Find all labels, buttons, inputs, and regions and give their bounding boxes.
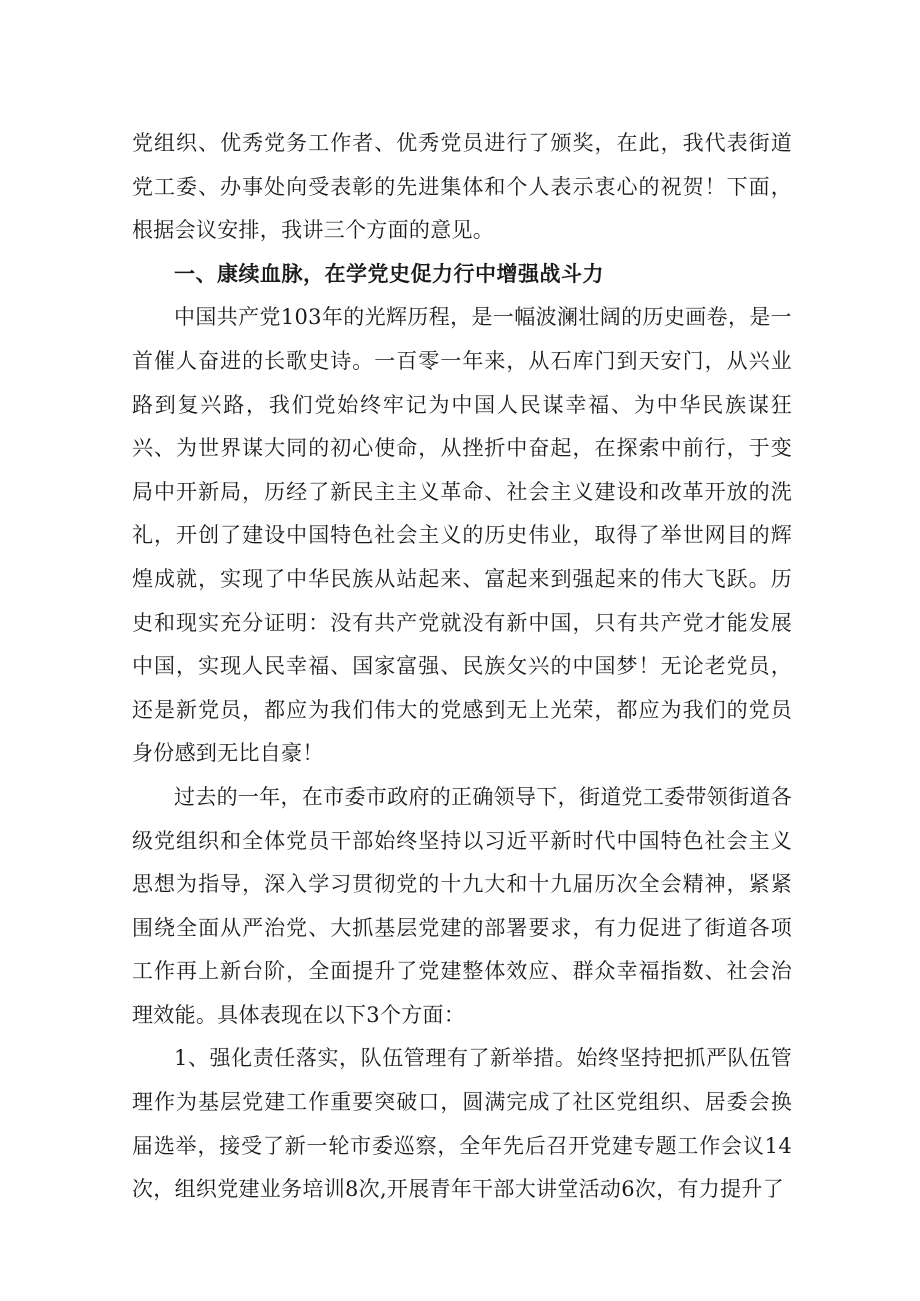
section-heading: 一、康续血脉，在学党史促力行中增强战斗力 [174, 261, 604, 286]
paragraph-point-1: 1、强化责任落实，队伍管理有了新举措。始终坚持把抓严队伍管理作为基层党建工作重要突破口，圆满完成了社区党组织、居委会换届选举，接受了新一轮市委巡察，全年先后召开党建专题工作会议14次，组织党建业务培训8次,开展青年干部大讲堂活动6次，有力提升了 [132, 1046, 792, 1202]
document-body [132, 122, 792, 1212]
paragraph-past-year: 过去的一年，在市委市政府的正确领导下，街道党工委带领街道各级党组织和全体党员干部始终坚持以习近平新时代中国特色社会主义思想为指导，深入学习贯彻党的十九大和十九届历次全会精神，紧紧围绕全面从严治党、大抓基层党建的部署要求，有力促进了街道各项工作再上新台阶，全面提升了党建整体效应、群众幸福指数、社会治理效能。具体表现在以下3个方面： [132, 784, 792, 1027]
paragraph-history: 中国共产党103年的光辉历程，是一幅波澜壮阔的历史画卷，是一首催人奋进的长歌史诗。一百零一年来，从石库门到天安门，从兴业路到复兴路，我们党始终牢记为中国人民谋幸福、为中华民族谋狂兴、为世界谋大同的初心使命，从挫折中奋起，在探索中前行，于变局中开新局，历经了新民主主义革命、社会主义建设和改革开放的洗礼，开创了建设中国特色社会主义的历史伟业，取得了举世网目的辉煌成就，实现了中华民族从站起来、富起来到强起来的伟大飞跃。历史和现实充分证明：没有共产党就没有新中国，只有共产党才能发展中国，实现人民幸福、国家富强、民族攵兴的中国梦！无论老党员，还是新党员，都应为我们伟大的党感到无上光荣，都应为我们的党员身份感到无比自豪！ [132, 305, 792, 766]
paragraph-continued: 党组织、优秀党务工作者、优秀党员进行了颁奖，在此，我代表街道党工委、办事处向受表彰的先进集体和个人表示衷心的祝贺！下面，根据会议安排，我讲三个方面的意见。 [132, 131, 792, 243]
